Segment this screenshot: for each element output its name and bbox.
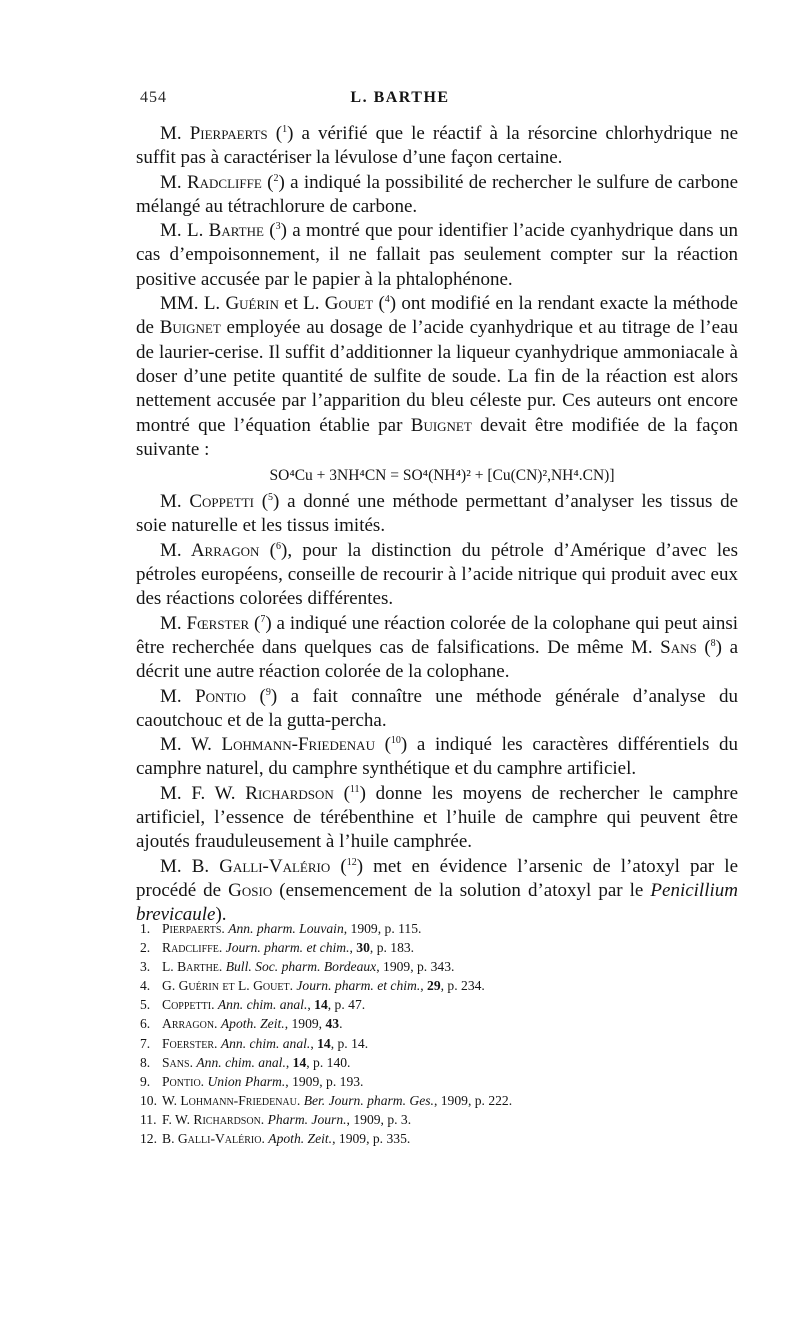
footnote: 8. Sans. Ann. chim. anal., 14, p. 140. bbox=[140, 1054, 351, 1070]
paragraph: M. W. Lohmann-Friedenau ($^{10}$) a indiqué les caractères différentiels du camphre naturel, du camphre synthétique et du camphre artificiel. bbox=[136, 734, 738, 780]
footnote: 9. Pontio. Union Pharm., 1909, p. 193. bbox=[140, 1073, 364, 1089]
author-name: Buignet bbox=[410, 414, 472, 436]
footnote-ref: 7 bbox=[260, 613, 266, 625]
paragraph: M. F. W. Richardson ($^{11}$) donne les moyens de rechercher le camphre artificiel, l’essence de térébenthine et l’huile de camphre qui peuvent être ajoutés frauduleusement à l’huile camphrée. bbox=[136, 782, 739, 853]
chemical-equation: SO⁴Cu + 3NH⁴CN = SO⁴(NH⁴)² + [Cu(CN)²,NH⁴.CN)] bbox=[269, 467, 615, 485]
footnote: 10. W. Lohmann-Friedenau. Ber. Journ. pharm. Ges., 1909, p. 222. bbox=[140, 1092, 513, 1108]
paragraph: M. L. Barthe ($^3$) a montré que pour identifier l’acide cyanhydrique dans un cas d’empoisonnement, il ne fallait pas seulement compter sur la réaction positive accusée par le papier à la phtalophénone. bbox=[136, 220, 738, 290]
author-name: M. Arragon bbox=[160, 539, 260, 561]
author-name: M. Sans bbox=[630, 636, 697, 658]
author-name: M. W. Lohmann-Friedenau bbox=[160, 734, 375, 756]
page-number: 454 bbox=[140, 89, 167, 106]
author-name: M. Fœrster bbox=[160, 612, 250, 634]
footnote: 5. Coppetti. Ann. chim. anal., 14, p. 47. bbox=[140, 997, 366, 1013]
author-name: Gosio bbox=[228, 879, 273, 901]
author-name: M. L. Barthe bbox=[160, 220, 264, 242]
footnote: 11. F. W. Richardson. Pharm. Journ., 1909, p. 3. bbox=[140, 1111, 412, 1127]
footnote: 4. G. Guérin et L. Gouet. Journ. pharm. et chim., 29, p. 234. bbox=[140, 978, 485, 994]
footnote: 7. Foerster. Ann. chim. anal., 14, p. 14. bbox=[140, 1035, 369, 1051]
footnotes bbox=[136, 919, 738, 1148]
paragraph: M. Arragon ($^6$), pour la distinction du pétrole d’Amérique d’avec les pétroles européens, conseille de recourir à l’acide nitrique qui produit avec eux des réactions colorées différentes. bbox=[136, 539, 738, 610]
footnote-ref: 6 bbox=[276, 540, 282, 552]
footnote-ref: 9 bbox=[265, 686, 271, 698]
paragraph: M. B. Galli-Valério ($^{12}$) met en évidence l’arsenic de l’atoxyl par le procédé de Gosio (ensemencement de la solution d’atoxyl par le Penicillium brevicaule). bbox=[136, 855, 739, 926]
footnote-ref: 10 bbox=[390, 735, 401, 747]
author-name: M. F. W. Richardson bbox=[160, 782, 334, 804]
author-name: MM. L. Guérin bbox=[160, 293, 279, 315]
body-text bbox=[136, 122, 738, 928]
paragraph: M. Pierpaerts ($^1$) a vérifié que le réactif à la résorcine chlorhydrique ne suffit pas à caractériser la lévulose d’une façon certaine. bbox=[136, 123, 739, 169]
footnote-ref: 1 bbox=[282, 124, 288, 135]
footnote-ref: 11 bbox=[349, 783, 360, 795]
paragraph: M. Coppetti ($^5$) a donné une méthode permettant d’analyser les tissus de soie naturelle et les tissus imités. bbox=[136, 491, 738, 537]
paragraph: M. Fœrster ($^7$) a indiqué une réaction colorée de la colophane qui peut ainsi être recherchée dans quelques cas de falsifications. De même M. Sans ($^8$) a décrit une autre réaction colorée de la colophane. bbox=[136, 612, 739, 683]
footnote-ref: 8 bbox=[710, 637, 716, 649]
paragraph: MM. L. Guérin et L. Gouet ($^4$) ont modifié en la rendant exacte la méthode de Buignet employée au dosage de l’acide cyanhydrique et au titrage de l’eau de laurier-cerise. Il suffit d’additionner la liqueur cyanhydrique ammoniacale à doser d’une petite quantité de sulfite de soude. La fin de la réaction est alors nettement accusée par l’apparition du bleu céleste pur. Ces auteurs ont encore montré que l’équation établie par Buignet devait être modifiée de la façon suivante : bbox=[136, 293, 738, 460]
footnote-ref: 4 bbox=[384, 294, 390, 306]
footnote-ref: 3 bbox=[275, 221, 281, 233]
footnote: 6. Arragon. Apoth. Zeit., 1909, 43. bbox=[140, 1016, 343, 1032]
author-name: M. Coppetti bbox=[160, 491, 255, 513]
page-header bbox=[0, 89, 800, 113]
author-name: M. Radcliffe bbox=[160, 171, 262, 193]
species-name: Penicillium brevicaule bbox=[136, 879, 738, 926]
paragraph: M. Radcliffe ($^2$) a indiqué la possibilité de rechercher le sulfure de carbone mélangé au tétrachlorure de carbone. bbox=[136, 171, 739, 217]
author-name: M. B. Galli-Valério bbox=[160, 855, 331, 877]
footnote: 3. L. Barthe. Bull. Soc. pharm. Bordeaux, 1909, p. 343. bbox=[140, 959, 455, 975]
author-name: M. Pontio bbox=[160, 685, 247, 707]
footnote: 1. Pierpaerts. Ann. pharm. Louvain, 1909, p. 115. bbox=[140, 921, 422, 936]
author-name: Buignet bbox=[159, 317, 221, 339]
running-title: L. BARTHE bbox=[350, 89, 450, 106]
paragraph: M. Pontio ($^9$) a fait connaître une méthode générale d’analyse du caoutchouc et de la gutta-percha. bbox=[136, 685, 739, 731]
footnote-ref: 12 bbox=[346, 856, 357, 868]
footnote-ref: 5 bbox=[268, 492, 274, 504]
footnote: 2. Radcliffe. Journ. pharm. et chim., 30, p. 183. bbox=[140, 940, 415, 956]
footnote-ref: 2 bbox=[273, 172, 279, 184]
author-name: L. Gouet bbox=[303, 293, 374, 315]
author-name: M. Pierpaerts bbox=[160, 123, 268, 144]
footnote: 12. B. Galli-Valério. Apoth. Zeit., 1909, p. 335. bbox=[140, 1131, 411, 1147]
